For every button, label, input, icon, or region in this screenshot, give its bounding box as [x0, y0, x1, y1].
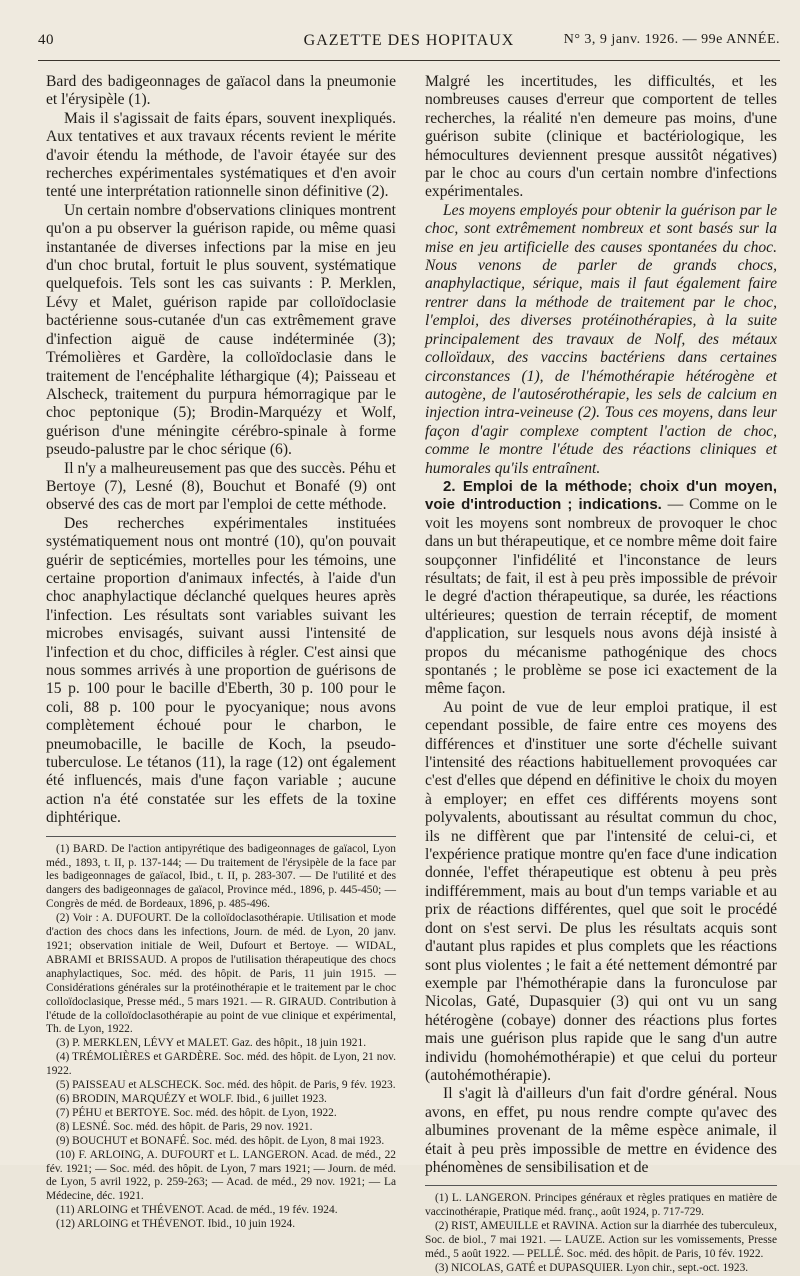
page-number: 40: [38, 32, 54, 48]
footnote-rule: [425, 1185, 777, 1186]
footnote: (3) NICOLAS, GATÉ et DUPASQUIER. Lyon chir., sept.-oct. 1923.: [435, 1261, 749, 1274]
footnote: (4) TRÉMOLIÈRES et GARDÈRE. Soc. méd. des hôpit. de Lyon, 21 nov. 1922.: [46, 1051, 396, 1078]
issue-info: N° 3, 9 janv. 1926. — 99e ANNÉE.: [563, 32, 780, 47]
footnote: (3) P. MERKLEN, LÉVY et MALET. Gaz. des hôpit., 18 juin 1921.: [56, 1037, 367, 1050]
left-body: [46, 73, 396, 828]
footnote-rule: [46, 836, 396, 837]
paragraph: Au point de vue de leur emploi pratique, il est cependant possible, de faire entre ces moyens des différences et d'instituer une sorte d'échelle suivant l'intensité des réactions habituellement provoquées car c'est d'elles que dépend en définitive le choix du moyen à employer; en effet ces différents moyens sont polyvalents, aboutissant au résultat commun du choc, ils ne diffèrent que par l'intensité de celui-ci, et l'expérience pratique montre qu'en face d'une indication donnée, l'effet thérapeutique est obtenu à peu près indifféremment, mais au bout d'un temps variable et au prix de réactions différentes, quel que soit le procédé dont on s'est servi. De plus les résultats acquis sont d'autant plus rapides et plus complets que les réactions sont plus violentes ; le fait a été nettement démontré par exemple par l'hémothérapie dans la furonculose par Nicolas, Gaté, Dupasquier (3) qui ont vu un sang hétérogène (cobaye) donner des réactions plus fortes mais une guérison plus rapide que le sang d'un autre individu (homohémothérapie) et que celui du porteur (autohémothérapie).: [425, 698, 777, 1084]
left-footnotes: [46, 843, 396, 1232]
right-column: [425, 73, 777, 1276]
paragraph: Il n'y a malheureusement pas que des succès. Péhu et Bertoye (7), Lesné (8), Bouchut et Bonafé (9) ont observé des cas de mort par l'emploi de cette méthode.: [46, 459, 396, 514]
footnote: (6) BRODIN, MARQUÉZY et WOLF. Ibid., 6 juillet 1923.: [56, 1092, 327, 1105]
section-paragraph: [425, 478, 777, 699]
right-body: [425, 73, 777, 1177]
paragraph: Bard des badigeonnages de gaïacol dans la pneumonie et l'érysipèle (1).: [46, 73, 396, 109]
footnote: (7) PÉHU et BERTOYE. Soc. méd. des hôpit. de Lyon, 1922.: [56, 1106, 337, 1119]
paragraph: Malgré les incertitudes, les difficultés, et les nombreuses causes d'erreur que comportent de telles recherches, la réalité n'en demeure pas moins, d'une guérison subite (clinique et bactériologique, les hémocultures deviennent presque aussitôt négatives) par le choc au cours d'un certain nombre d'infections expérimentales.: [425, 73, 777, 201]
footnote: (8) LESNÉ. Soc. méd. des hôpit. de Paris, 29 nov. 1921.: [56, 1120, 313, 1133]
paragraph: Un certain nombre d'observations cliniques montrent qu'on a pu observer la guérison rapide, ou même quasi instantanée de diverses infections par la mise en jeu d'un choc brutal, fortuit le plus souvent, systématique quelquefois. Tels sont les cas suivants : P. Merklen, Lévy et Malet, guérison rapide par colloïdoclasie bactérienne sous-cutanée d'un cas extrêmement grave d'infection aiguë de cause indéterminée (3); Trémolières et Gardère, la colloïdoclasie dans le traitement de l'encéphalite léthargique (4); Paisseau et Alscheck, traitement du purpura hémorragique par le choc peptonique (5); Brodin-Marquézy et Wolf, guérison d'une méningite cérébro-spinale à forme pseudo-palustre par le choc sérique (6).: [46, 201, 396, 459]
footnote: (12) ARLOING et THÉVENOT. Ibid., 10 juin 1924.: [56, 1218, 296, 1231]
paragraph-text: Les moyens employés pour obtenir la guérison par le choc, sont extrêmement nombreux et sont basés sur la mise en jeu artificielle des causes spontanées du choc. Nous venons de parler de grands chocs, anaphylactique, sérique, mais il faut également faire rentrer dans la méthode de traitement par le choc, l'emploi, des diverses protéinothérapies, à la suite principalement des travaux de Nolf, des métaux colloïdaux, des vaccins bactériens dans certaines circonstances (1), de l'hémothérapie hétérogène et autogène, de l'autosérothérapie, les sels de calcium en injection intra-veineuse (2). Tous ces moyens, dans leur façon d'agir complexe comptent l'action de choc, comme le montre l'étude des réactions cliniques et humorales qu'ils entraînent.: [425, 201, 777, 477]
paragraph: Mais il s'agissait de faits épars, souvent inexpliqués. Aux tentatives et aux travaux récents revient le mérite d'avoir étendu la méthode, de l'avoir étayée sur des recherches expérimentales systématiques et d'en avoir tenté une interprétation rationnelle sinon définitive (2).: [46, 109, 396, 201]
footnote: (2) RIST, AMEUILLE et RAVINA. Action sur la diarrhée des tuberculeux, Soc. de biol., 7 mai 1921. — LAUZE. Action sur les vomissements, Presse méd., 5 août 1922. — PELLÉ. Soc. méd. des hôpit. de Paris, 10 fév. 1922.: [425, 1220, 777, 1260]
paragraph: Des recherches expérimentales instituées systématiquement nous ont montré (10), qu'on pouvait guérir de septicémies, mortelles pour les témoins, une certaine proportion d'animaux infectés, à l'aide d'un choc anaphylactique déclanché quelques heures après l'infection. Les résultats sont variables suivant les microbes envisagés, suivant aussi l'intensité de l'infection et du choc, difficiles à régler. C'est ainsi que nous sommes arrivés à une proportion de guérisons de 15 p. 100 pour le bacille d'Eberth, 30 p. 100 pour le coli, 88 p. 100 pour le pyocyanique; nous avons complètement échoué pour le charbon, le pneumobacille, le bacille de Koch, la pseudo-tuberculose. Le tétanos (11), la rage (12) ont également été influencés, mais d'une façon variable ; aucune action n'a été constatée sur les effets de la toxine diphtérique.: [46, 514, 396, 827]
footnote: (2) Voir : A. DUFOURT. De la colloïdoclasothérapie. Utilisation et mode d'action des chocs dans les infections, Journ. de méd. de Lyon, 20 janv. 1921; observation initiale de Weil, Dufourt et Bertoye. — WIDAL, ABRAMI et BRISSAUD. A propos de l'utilisation thérapeutique des chocs anaphylactiques, Soc. méd. des hôpit. de Paris, 11 juin 1915. — Considérations générales sur la protéinothérapie et le traitement par le choc colloïdoclasique, Presse méd., 5 mars 1921. — R. GIRAUD. Contribution à l'étude de la colloïdoclasothérapie au point de vue clinique et expérimental, Th. de Lyon, 1922.: [46, 912, 396, 1036]
section-text: — Comme on le voit les moyens sont nombreux de provoquer le choc dans un but thérapeutique, et ce nombre même doit faire soupçonner l'infidélité et l'inconstance de leurs résultats; de fait, il est à peu près impossible de prévoir le degré d'action thérapeutique, sa durée, les réactions ultérieures; question de terrain réceptif, de moment d'application, sur lesquels nous avons déjà insisté à propos du mécanisme pathogénique des chocs spontanés ; le problème se pose ici exactement de la même façon.: [425, 496, 777, 698]
running-header: [38, 28, 780, 52]
footnote: (11) ARLOING et THÉVENOT. Acad. de méd., 19 fév. 1924.: [56, 1204, 338, 1217]
footnote: (10) F. ARLOING, A. DUFOURT et L. LANGERON. Acad. de méd., 22 fév. 1921; — Soc. méd. des hôpit. de Lyon, 7 mars 1921; — Journ. de méd. de Lyon, 5 avril 1922, p. 259-263; — Acad. de méd., 29 nov. 1921; — La Médecine, déc. 1921.: [46, 1148, 396, 1203]
footnote: (1) L. LANGERON. Principes généraux et règles pratiques en matière de vaccinothérapie, Pratique méd. franç., août 1924, p. 717-729.: [425, 1192, 777, 1219]
paragraph: [425, 202, 777, 478]
left-column: [46, 73, 396, 1232]
right-footnotes: [425, 1192, 777, 1275]
journal-title: GAZETTE DES HOPITAUX: [303, 32, 515, 49]
footnote: (5) PAISSEAU et ALSCHECK. Soc. méd. des hôpit. de Paris, 9 fév. 1923.: [56, 1079, 396, 1092]
footnote: (9) BOUCHUT et BONAFÉ. Soc. méd. des hôpit. de Lyon, 8 mai 1923.: [56, 1134, 385, 1147]
footnote: (1) BARD. De l'action antipyrétique des badigeonnages de gaïacol, Lyon méd., 1893, t. II, p. 137-144; — Du traitement de l'érysipèle de la face par les badigeonnages de gaïacol, Ibid., t. II, p. 283-307. — De l'utilité et des dangers des badigeonnages de gaïacol, Province méd., 1896, p. 445-450; — Congrès de méd. de Bordeaux, 1896, p. 485-496.: [46, 842, 396, 911]
section-heading: 2. Emploi de la méthode; choix d'un moyen, voie d'introduction ; indications.: [425, 477, 777, 514]
paragraph: Il s'agit là d'ailleurs d'un fait d'ordre général. Nous avons, en effet, pu nous rendre compte qu'avec des albumines provenant de la même espèce animale, il était à peu près impossible de mettre en évidence des phénomènes de sensibilisation et de: [425, 1085, 777, 1176]
header-rule: [38, 60, 780, 61]
